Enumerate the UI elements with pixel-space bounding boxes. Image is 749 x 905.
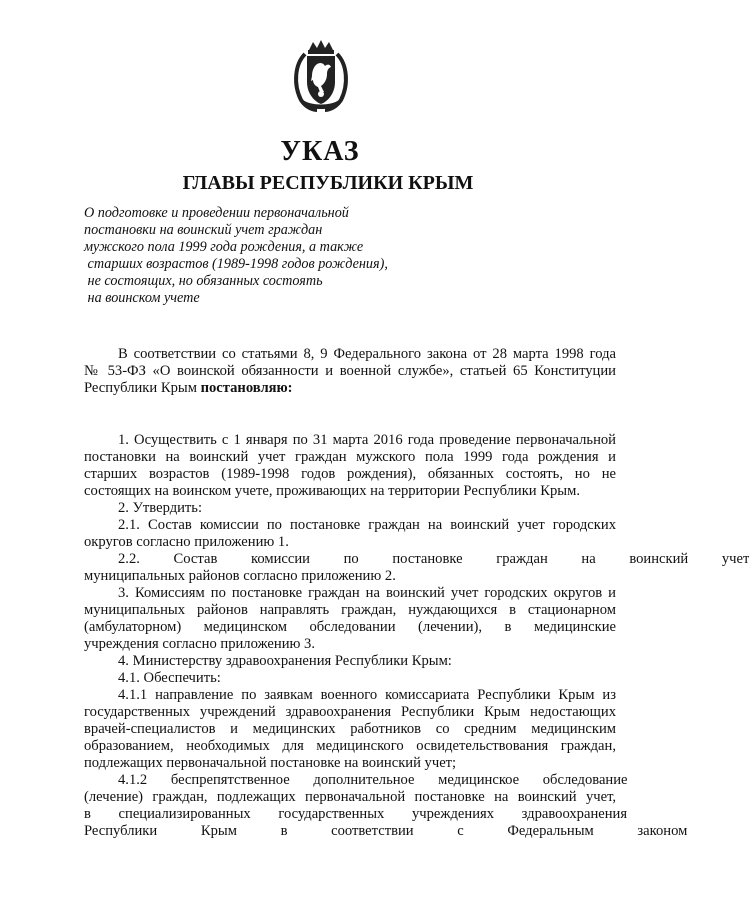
crimea-coat-of-arms-icon — [291, 40, 351, 112]
item-line: государственных учреждений здравоохранения Республики Крым недостающих — [84, 704, 616, 720]
item-line: (лечение) граждан, подлежащих первоначальной постановке на воинский учет, — [84, 789, 616, 805]
subject-line: мужского пола 1999 года рождения, а также — [84, 239, 364, 255]
preamble-line: № 53-ФЗ «О воинской обязанности и военной службе», статьей 65 Конституции — [84, 363, 616, 379]
item-line: старших возрастов (1989-1998 годов рождения), обязанных состоять, но не — [84, 466, 616, 482]
item-line: 4.1.2 беспрепятственное дополнительное медицинское обследование — [118, 772, 628, 788]
item-line: 3. Комиссиям по постановке граждан на воинский учет городских округов и — [118, 585, 616, 601]
item-2-1 — [84, 517, 616, 551]
item-line: муниципальных районов направлять граждан, нуждающихся в стационарном — [84, 602, 616, 618]
preamble — [84, 346, 616, 397]
document-title: УКАЗ — [280, 136, 360, 167]
item-line: Республики Крым в соответствии с Федеральным законом — [84, 823, 688, 839]
item-2-2 — [84, 551, 749, 585]
subject-line: постановки на воинский учет граждан — [84, 222, 323, 238]
preamble-line: В соответствии со статьями 8, 9 Федерального закона от 28 марта 1998 года — [118, 346, 616, 362]
item-line: 4.1.1 направление по заявкам военного комиссариата Республики Крым из — [118, 687, 616, 703]
subject-line: О подготовке и проведении первоначальной — [84, 205, 349, 221]
item-2 — [84, 500, 616, 517]
item-line: образованием, необходимых для медицинского освидетельствования граждан, — [84, 738, 616, 754]
document-subtitle: ГЛАВЫ РЕСПУБЛИКИ КРЫМ — [182, 172, 474, 194]
item-4 — [84, 653, 616, 670]
item-line: постановки на воинский учет граждан мужского пола 1999 года рождения и — [84, 449, 616, 465]
item-line: учреждения согласно приложению 3. — [84, 636, 316, 652]
item-1 — [84, 432, 616, 500]
subject-line: старших возрастов (1989-1998 годов рождения), — [84, 256, 388, 272]
subject-line: не состоящих, но обязанных состоять — [84, 273, 323, 289]
item-line: врачей-специалистов и медицинских работников со средним медицинским — [84, 721, 616, 737]
item-line: (амбулаторном) медицинском обследовании (лечении), в медицинские — [84, 619, 616, 635]
item-line: состоящих на воинском учете, проживающих на территории Республики Крым. — [84, 483, 580, 499]
item-line: 4. Министерству здравоохранения Республики Крым: — [118, 653, 452, 669]
item-line: муниципальных районов согласно приложению 2. — [84, 568, 396, 584]
item-line: 2.1. Состав комиссии по постановке граждан на воинский учет городских — [118, 517, 616, 533]
item-line: 1. Осуществить с 1 января по 31 марта 2016 года проведение первоначальной — [118, 432, 616, 448]
item-line: 2. Утвердить: — [118, 500, 203, 516]
subject-line: на воинском учете — [84, 290, 200, 306]
item-4-1-1 — [84, 687, 616, 772]
item-line: подлежащих первоначальной постановке на воинский учет; — [84, 755, 457, 771]
item-4-1 — [84, 670, 616, 687]
item-3 — [84, 585, 616, 653]
item-line: 2.2. Состав комиссии по постановке граждан на воинский учет — [118, 551, 749, 567]
preamble-text: Республики Крым — [84, 380, 201, 396]
item-4-1-2 — [84, 772, 688, 840]
item-line: 4.1. Обеспечить: — [118, 670, 221, 686]
item-line: в специализированных государственных учреждениях здравоохранения — [84, 806, 628, 822]
decree-keyword: постановляю: — [200, 380, 293, 396]
item-line: округов согласно приложению 1. — [84, 534, 289, 550]
decree-subject — [84, 205, 444, 307]
preamble-last-line — [84, 380, 616, 397]
